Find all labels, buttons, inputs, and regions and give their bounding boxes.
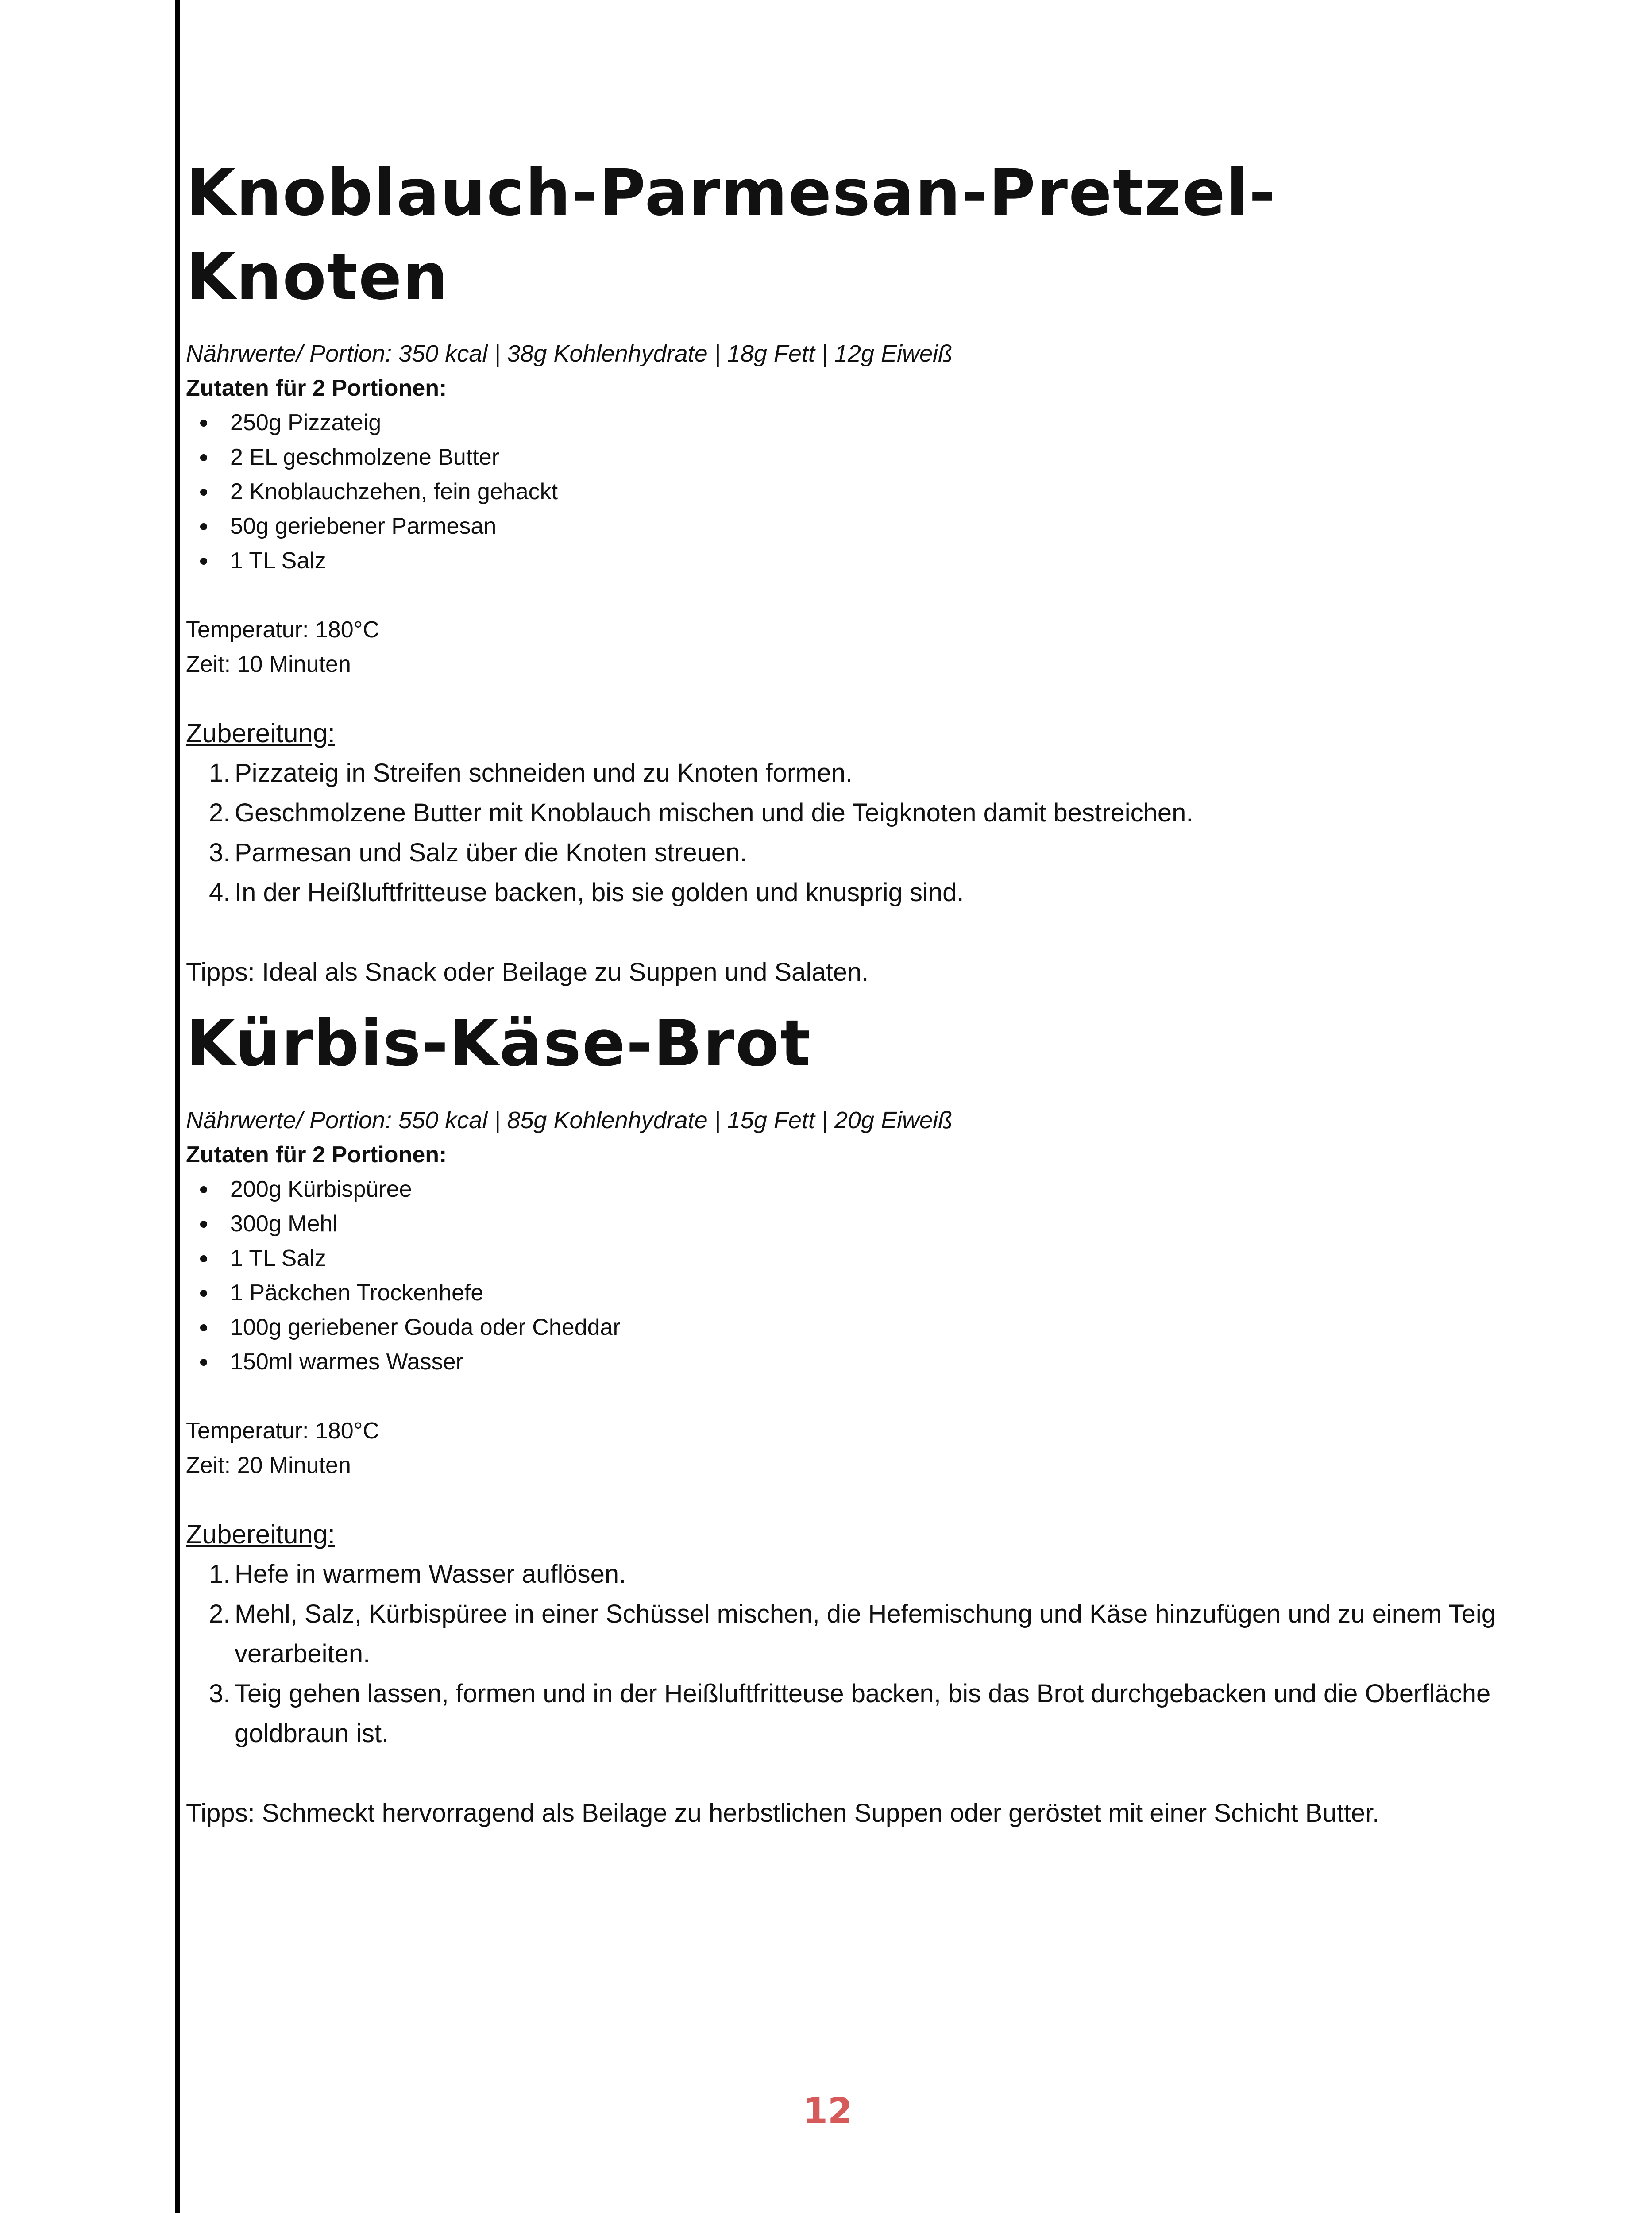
step-item: 1. Hefe in warmem Wasser auflösen. (209, 1560, 626, 1588)
bullet-icon (200, 1324, 207, 1331)
ingredient-item: 100g geriebener Gouda oder Cheddar (186, 1310, 1514, 1345)
ingredients-list (186, 405, 1514, 578)
temperature: Temperatur: 180°C (186, 617, 379, 643)
preparation-heading: Zubereitung: (186, 1519, 335, 1549)
bullet-icon (200, 489, 207, 496)
bullet-icon (200, 1186, 207, 1193)
left-margin-rule (175, 0, 180, 2213)
ingredients-list (186, 1172, 1514, 1379)
step-item: 2. Geschmolzene Butter mit Knoblauch mischen und die Teigknoten damit bestreichen. (209, 798, 1193, 827)
recipe-garlic-parmesan-knots (186, 150, 1514, 992)
ingredient-item: 50g geriebener Parmesan (186, 509, 1514, 544)
nutrition-info: Nährwerte/ Portion: 350 kcal | 38g Kohlenhydrate | 18g Fett | 12g Eiweiß (186, 340, 953, 367)
cooking-time: Zeit: 20 Minuten (186, 1453, 351, 1478)
ingredient-item: 200g Kürbispüree (186, 1172, 1514, 1207)
nutrition-info: Nährwerte/ Portion: 550 kcal | 85g Kohlenhydrate | 15g Fett | 20g Eiweiß (186, 1107, 953, 1133)
recipe-title: Kürbis-Käse-Brot (186, 1006, 811, 1080)
ingredient-item: 2 EL geschmolzene Butter (186, 440, 1514, 474)
step-item: 2. Mehl, Salz, Kürbispüree in einer Schüssel mischen, die Hefemischung und Käse hinzufügen und zu einem Teig verarbeiten. (209, 1600, 1496, 1668)
ingredient-item: 1 Päckchen Trockenhefe (186, 1276, 1514, 1310)
ingredient-item: 150ml warmes Wasser (186, 1345, 1514, 1379)
ingredients-heading: Zutaten für 2 Portionen: (186, 1142, 447, 1168)
page-number: 12 (803, 2090, 853, 2132)
step-item: 3. Teig gehen lassen, formen und in der Heißluftfritteuse backen, bis das Brot durchgebacken und die Oberfläche goldbraun ist. (209, 1679, 1491, 1748)
cooking-time: Zeit: 10 Minuten (186, 652, 351, 677)
bullet-icon (200, 558, 207, 565)
preparation-steps (186, 753, 1514, 913)
cooking-meta (186, 613, 1514, 682)
recipe-pumpkin-cheese-bread (186, 1001, 1514, 1833)
ingredient-item: 1 TL Salz (186, 544, 1514, 578)
step-item: 4. In der Heißluftfritteuse backen, bis sie golden und knusprig sind. (209, 878, 964, 907)
bullet-icon (200, 1359, 207, 1366)
step-item: 1. Pizzateig in Streifen schneiden und zu Knoten formen. (209, 759, 853, 787)
cooking-meta (186, 1414, 1514, 1483)
temperature: Temperatur: 180°C (186, 1418, 379, 1444)
ingredient-item: 250g Pizzateig (186, 405, 1514, 440)
bullet-icon (200, 523, 207, 530)
step-item: 3. Parmesan und Salz über die Knoten streuen. (209, 838, 747, 867)
preparation-steps (186, 1554, 1514, 1754)
ingredient-item: 2 Knoblauchzehen, fein gehackt (186, 474, 1514, 509)
bullet-icon (200, 1221, 207, 1228)
ingredients-heading: Zutaten für 2 Portionen: (186, 375, 447, 401)
bullet-icon (200, 420, 207, 427)
tips: Tipps: Ideal als Snack oder Beilage zu Suppen und Salaten. (186, 958, 869, 987)
bullet-icon (200, 1290, 207, 1297)
bullet-icon (200, 1255, 207, 1262)
preparation-heading: Zubereitung: (186, 718, 335, 748)
ingredient-item: 1 TL Salz (186, 1241, 1514, 1276)
tips: Tipps: Schmeckt hervorragend als Beilage zu herbstlichen Suppen oder geröstet mit einer Schicht Butter. (186, 1799, 1380, 1827)
ingredient-item: 300g Mehl (186, 1207, 1514, 1241)
recipe-title: Knoblauch-Parmesan-Pretzel-Knoten (186, 155, 1277, 314)
bullet-icon (200, 454, 207, 461)
